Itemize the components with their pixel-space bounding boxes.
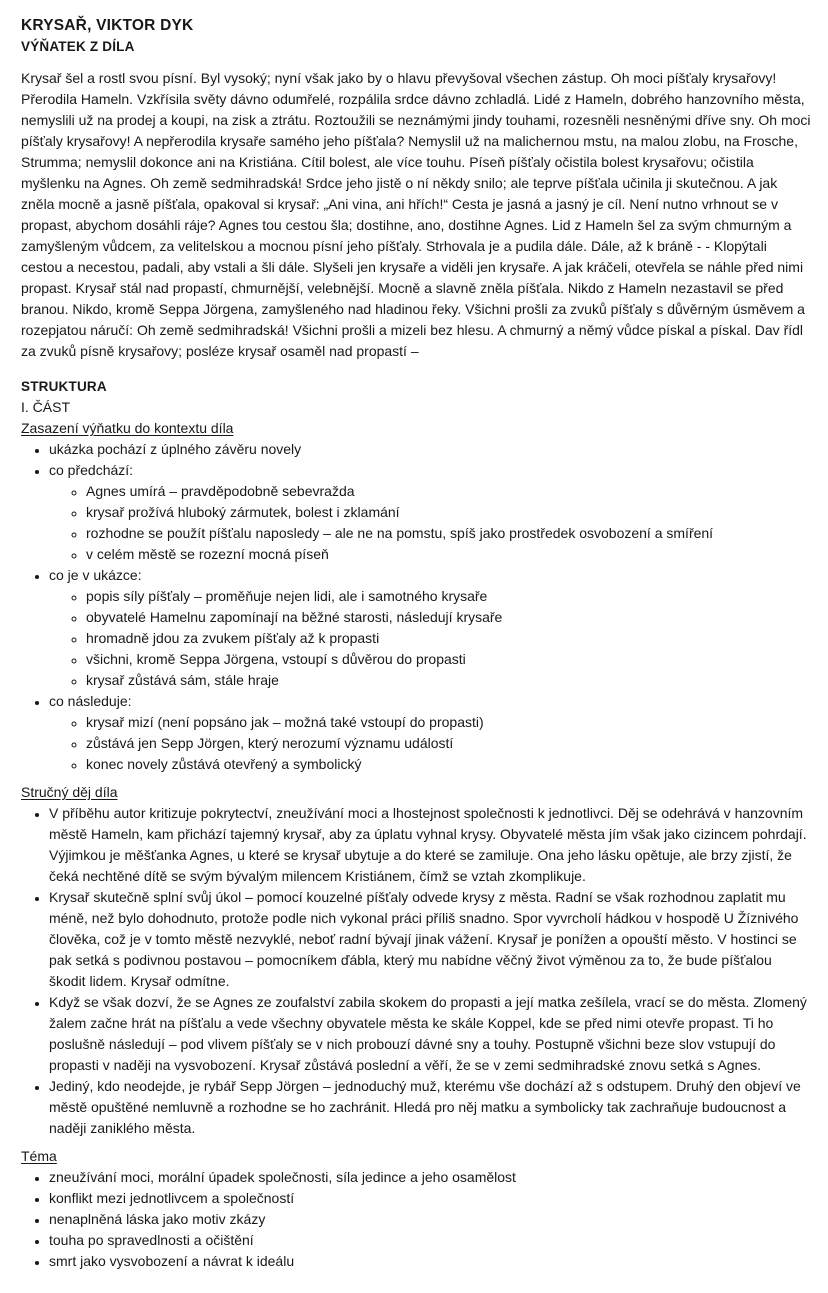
excerpt-paragraph: Krysař šel a rostl svou písní. Byl vysoký; nyní však jako by o hlavu převyšoval všechen zástup. Oh moci píšťaly krysařovy! Přerodila Hameln. Vzkřísila světy dávno odumřelé, rozpálila srdce dávno zchladlá. Lidé z Hameln, dobrého hanzovního města, nemyslili už na prodej a koupi, na zisk a ztrátu. Roztoužili se neznámými jindy touhami, rozesněli nesněnými dříve sny. Oh moci píšťaly krysařovy! A nepřerodila krysaře samého jeho píšťala? Nemyslil už na malichernou mstu, na malou zlobu, na Frosche, Strumma; nemyslil dokonce ani na Kristiána. Cítil bolest, ale více touhu. Píseň píšťaly očistila bolest krysařovu; očistila myšlenku na Agnes. Oh země sedmihradská! Srdce jeho jistě o ní někdy snilo; ale teprve píšťala učinila ji skutečnou. A jak zněla mocně a jasně píšťala, opakoval si krysař: „Ani vina, ani hřích!“ Cesta je jasná a jasný je cíl. Není nutno vrhnout se v propast, abychom dosáhli ráje? Agnes tou cestou šla; dostihne, ano, dostihne Agnes. Lid z Hameln šel za svým chmurným a zamyšleným vůdcem, za velitelskou a mocnou písní jeho píšťaly. Strhovala je a pudila dále. Dále, až k bráně - - Klopýtali cestou a necestou, padali, aby vstali a šli dále. Slyšeli jen krysaře a viděli jen krysaře. A jak kráčeli, otevřela se náhle před nimi propast. Krysař stál nad propastí, chmurnější, velebnější. Mocně a slavně zněla píšťala. Nikdo z Hameln nezastavil se před branou. Nikdo, kromě Seppa Jörgena, zamyšleného nad hladinou řeky. Všichni prošli za zvuků píšťaly s důvěrným úsměvem a rozepjatou náručí: Oh země sedmihradská! Všichni prošli a mizeli bez hlesu. A chmurný a němý vůdce pískal a pískal. Dav řídl za zvuků písně krysařovy; posléze krysař osaměl nad propastí – bbox=[21, 70, 811, 359]
structure-subsections bbox=[21, 418, 811, 1272]
list-item: • smrt jako vysvobození a návrat k ideálu bbox=[49, 1251, 811, 1272]
list-item: • Jediný, kdo neodejde, je rybář Sepp Jörgen – jednoduchý muž, kterému vše dochází až s odstupem. Druhý den objeví ve městě opuštěné nemluvně a rozhodne se ho zachránit. Hledá pro něj matku a symbolicky tak zachraňuje budoucnost a naději zaniklého města. bbox=[49, 1076, 811, 1139]
sub-bullet-list bbox=[49, 586, 811, 691]
subsection-title: Zasazení výňatku do kontextu díla bbox=[21, 420, 234, 436]
list-item: • Krysař skutečně splní svůj úkol – pomocí kouzelné píšťaly odvede krysy z města. Radní se však rozhodnou zaplatit mu méně, než bylo dohodnuto, protože podle nich vykonal práci příliš snadno. Spor vyvrcholí hádkou v hospodě U Žíznivého člověka, což je v tomto městě nezvyklé, neboť radní bývají jinak vážení. Krysař je ponížen a opouští město. V hostinci se pak setká s podivnou postavou – pomocníkem ďábla, který mu nabídne věčný život výměnou za to, že bude píšťalou škodit lidem. Krysař odmítne. bbox=[49, 887, 811, 992]
list-item: • zneužívání moci, morální úpadek společnosti, síla jedince a jeho osamělost bbox=[49, 1167, 811, 1188]
sub-list-item: ◦ popis síly píšťaly – proměňuje nejen lidi, ale i samotného krysaře bbox=[86, 586, 811, 607]
subsection-title: Stručný děj díla bbox=[21, 784, 118, 800]
list-item: • V příběhu autor kritizuje pokrytectví, zneužívání moci a lhostejnost společnosti k jednotlivci. Děj se odehrává v hanzovním městě Hameln, kam přichází tajemný krysař, aby za úplatu vyhnal krysy. Obyvatelé města jím však jako cizincem pohrdají. Výjimkou je měšťanka Agnes, u které se krysař ubytuje a do které se zamiluje. Ona jeho lásku opětuje, ale brzy zjistí, že čeká nechtěné dítě se svým bývalým milencem Kristiánem, čímž se vztah zkomplikuje. bbox=[49, 803, 811, 887]
sub-list-item: ◦ krysař mizí (není popsáno jak – možná také vstoupí do propasti) bbox=[86, 712, 811, 733]
sub-list-item: ◦ konec novely zůstává otevřený a symbolický bbox=[86, 754, 811, 775]
sub-list-item: ◦ v celém městě se rozezní mocná píseň bbox=[86, 544, 811, 565]
list-item: • touha po spravedlnosti a očištění bbox=[49, 1230, 811, 1251]
sub-list-item: ◦ všichni, kromě Seppa Jörgena, vstoupí s důvěrou do propasti bbox=[86, 649, 811, 670]
list-item: • co předchází: ◦ Agnes umírá – pravděpodobně sebevražda ◦ krysař prožívá hluboký zármutek, bolest i zklamání ◦ rozhodne se použít píšťalu naposledy – ale ne na pomstu, spíš jako prostředek osvobození a smíření ◦ v celém městě se rozezní mocná píseň bbox=[49, 460, 811, 565]
list-item: • konflikt mezi jednotlivcem a společností bbox=[49, 1188, 811, 1209]
list-item: • co je v ukázce: ◦ popis síly píšťaly – proměňuje nejen lidi, ale i samotného krysaře ◦ obyvatelé Hamelnu zapomínají na běžné starosti, následují krysaře ◦ hromadně jdou za zvukem píšťaly až k propasti ◦ všichni, kromě Seppa Jörgena, vstoupí s důvěrou do propasti ◦ krysař zůstává sám, stále hraje bbox=[49, 565, 811, 691]
subsection-2 bbox=[21, 782, 811, 1139]
bullet-list bbox=[21, 803, 811, 1139]
structure-part-label: I. ČÁST bbox=[21, 399, 71, 415]
bullet-list bbox=[21, 439, 811, 775]
list-item: • ukázka pochází z úplného závěru novely bbox=[49, 439, 811, 460]
sub-list-item: ◦ obyvatelé Hamelnu zapomínají na běžné starosti, následují krysaře bbox=[86, 607, 811, 628]
sub-list-item: ◦ rozhodne se použít píšťalu naposledy – ale ne na pomstu, spíš jako prostředek osvobození a smíření bbox=[86, 523, 811, 544]
list-item: • Když se však dozví, že se Agnes ze zoufalství zabila skokem do propasti a její matka zešílela, vrací se do města. Zlomený žalem začne hrát na píšťalu a vede všechny obyvatele města ke skále Koppel, kde se před nimi otevře propast. Ti ho poslušně následují – pod vlivem píšťaly se v nich probouzí dávné sny a touhy. Postupně všichni beze slov vstupují do propasti v naději na vysvobození. Krysař zůstává poslední a věří, že se v zemi sedmihradské znovu setká s Agnes. bbox=[49, 992, 811, 1076]
sub-list-item: ◦ krysař zůstává sám, stále hraje bbox=[86, 670, 811, 691]
list-item: • co následuje: ◦ krysař mizí (není popsáno jak – možná také vstoupí do propasti) ◦ zůstává jen Sepp Jörgen, který nerozumí významu událostí ◦ konec novely zůstává otevřený a symbolický bbox=[49, 691, 811, 775]
sub-list-item: ◦ krysař prožívá hluboký zármutek, bolest i zklamání bbox=[86, 502, 811, 523]
sub-list-item: ◦ Agnes umírá – pravděpodobně sebevražda bbox=[86, 481, 811, 502]
list-item: • nenaplněná láska jako motiv zkázy bbox=[49, 1209, 811, 1230]
sub-bullet-list bbox=[49, 712, 811, 775]
excerpt-heading: VÝŇATEK Z DÍLA bbox=[21, 39, 135, 54]
bullet-list bbox=[21, 1167, 811, 1272]
subsection-title: Téma bbox=[21, 1148, 57, 1164]
sub-bullet-list bbox=[49, 481, 811, 565]
sub-list-item: ◦ hromadně jdou za zvukem píšťaly až k propasti bbox=[86, 628, 811, 649]
subsection-3 bbox=[21, 1146, 811, 1272]
structure-heading: STRUKTURA bbox=[21, 379, 107, 394]
subsection-1 bbox=[21, 418, 811, 775]
sub-list-item: ◦ zůstává jen Sepp Jörgen, který nerozumí významu událostí bbox=[86, 733, 811, 754]
document-title: KRYSAŘ, VIKTOR DYK bbox=[21, 17, 194, 34]
